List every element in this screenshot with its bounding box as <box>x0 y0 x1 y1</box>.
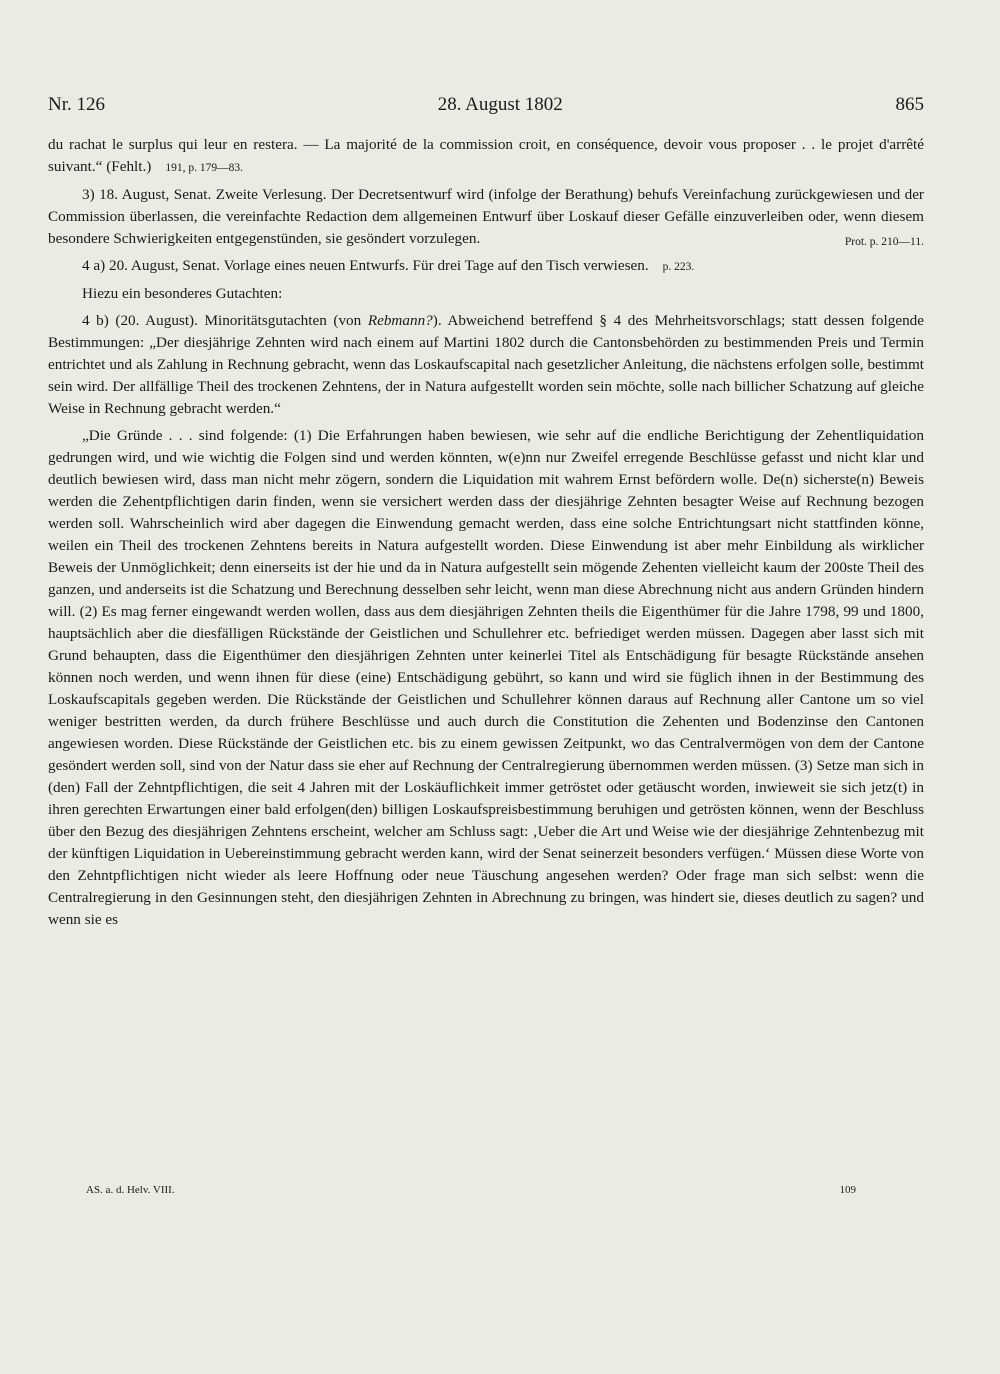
paragraph-text: „Die Gründe . . . sind folgende: (1) Die Erfahrungen haben bewiesen, wie sehr auf die endliche Berichtigung der Zehentliquidation gedrungen wird, und wie wichtig die Folgen sind und werden könnten, w(e)nn nur Zweifel erregende Beschlüsse gefasst und nicht klar und deutlich bewiesen wird, dass man nicht mehr zögern, sondern die Liquidation mit wahrem Ernst befördern wolle. De(n) sicherste(n) Beweis werden die Zehentpflichtigen darin finden, wenn sie versichert werden dass der diesjährige Zehnten besagter Weise auf Rechnung bezogen werden soll. Wahrscheinlich wird aber dagegen die Einwendung gemacht werden, dass eine solche Entrichtungsart nicht stattfinden könne, weilen ein Theil des trockenen Zehntens bereits in Natura aufgestellt worden. Diese Einwendung ist aber mehr Einbildung als wirklicher Beweis der Unmöglichkeit; denn einerseits ist der hie und da in Natura aufgestellt sein mögende Zehenten vielleicht kaum der 200ste Theil des ganzen, und anderseits ist die Schatzung und Berechnung desselben sehr leicht, wenn man diese Abrechnung nicht aus andern Gründen hindern will. (2) Es mag ferner eingewandt werden wollen, dass aus dem diesjährigen Zehnten theils die Eigenthümer für die Jahre 1798, 99 und 1800, hauptsächlich aber die diesfälligen Rückstände der Geistlichen und Schullehrer etc. befriediget werden müssen. Dagegen aber lasst sich mit Grund behaupten, dass die Eigenthümer den diesjährigen Zehnten unter keinerlei Titel als Entschädigung für besagte Rückstände ansehen können noch werden, und wenn ihnen für diese (eine) Entschädigung gebührt, so kann und wird sie füglich ihnen in der Bestimmung des Loskaufscapitals gegeben werden. Die Rückstände der Geistlichen und Schullehrer können daraus auf Rechnung aller Cantone um so viel weniger bestritten werden, da durch frühere Beschlüsse und auch durch die Constitution die Zehenten und Bodenzinse den Cantonen angewiesen worden. Diese Rückstände der Geistlichen etc. bis zu einem gewissen Zeitpunkt, wo das Centralvermögen von dem der Cantone gesöndert werden soll, sind von der Natur dass sie eher auf Rechnung der Centralregierung übernommen werden müssen. (3) Setze man sich in (den) Fall der Zehntpflichtigen, die seit 4 Jahren mit der Loskäuflichkeit immer getröstet oder getäuscht worden, inwieweit sie sich jetz(t) in ihren gerechten Erwartungen einer bald erfolgen(den) billigen Loskaufspreisbestimmung beruhigen und getrösten können, wenn der Beschluss über den Bezug des diesjährigen Zehntens erscheint, welcher am Schluss sagt: ‚Ueber die Art und Weise wie der diesjährige Zehntenbezug mit der künftigen Liquidation in Uebereinstimmung gebracht werden kann, wird der Senat seinerzeit besonders verfügen.‘ Müssen diese Worte von den Zehntpflichtigen nicht wieder als leere Hoffnung oder neue Täuschung angesehen werden? Oder frage man sich selbst: wenn die Centralregierung in den Gesinnungen steht, den diesjährigen Zehnten in Abrechnung zu bringen, was hindert sie, dieses deutlich zu sagen? und wenn sie es <box>48 427 924 928</box>
paragraph-new-draft <box>48 255 924 278</box>
header-date: 28. August 1802 <box>437 94 563 115</box>
paragraph-reasons <box>48 425 924 931</box>
paragraph-text: 4 b) (20. August). Minoritätsgutachten (von <box>82 312 368 329</box>
body-text <box>48 134 924 931</box>
paragraph-text: du rachat le surplus qui leur en restera. — La majorité de la commission croit, en conséquence, devoir vous proposer . . le projet d'arrêté suivant.“ (Fehlt.) <box>48 136 924 175</box>
paragraph-text: ). Abweichend betreffend § 4 des Mehrheitsvorschlags; statt dessen folgende Bestimmungen: „Der diesjährige Zehnten wird nach einem auf Martini 1802 durch die Cantonsbehörden zu bestimmenden Preis und Termin entrichtet und als Zahlung in Rechnung gebracht, wenn das Loskaufscapital nach gesetzlicher Anleitung, die nächstens erfolgen solle, bestimmt sein wird. Der allfällige Theil des trockenen Zehntens, der in Natura aufgestellt worden sein möchte, solle nach billicher Schatzung auf gleiche Weise in Rechnung gebracht werden.“ <box>48 312 924 417</box>
paragraph-text: Hiezu ein besonderes Gutachten: <box>82 285 283 302</box>
reference-note: Prot. p. 210—11. <box>844 236 924 248</box>
document-number: Nr. 126 <box>48 94 105 115</box>
paragraph-continuation <box>48 134 924 179</box>
page-footer <box>86 1184 856 1196</box>
footer-signature: 109 <box>839 1184 856 1196</box>
paragraph-text: 4 a) 20. August, Senat. Vorlage eines neuen Entwurfs. Für drei Tage auf den Tisch verwiesen. <box>82 257 649 274</box>
author-name: Rebmann? <box>367 312 433 329</box>
page-number: 865 <box>895 94 924 115</box>
reference-note: p. 223. <box>662 261 695 273</box>
paragraph-minority-opinion <box>48 310 924 420</box>
page-header <box>48 94 924 116</box>
paragraph-text: 3) 18. August, Senat. Zweite Verlesung. Der Decretsentwurf wird (infolge der Berathung) behufs Vereinfachung zurückgewiesen und der Commission überlassen, die vereinfachte Redaction dem allgemeinen Entwurf über Loskauf dieser Gefälle einzuverleiben oder, wenn diesem besondere Schwierigkeiten entgegenstünden, sie gesöndert vorzulegen. <box>48 186 924 247</box>
footer-source: AS. a. d. Helv. VIII. <box>86 1184 175 1196</box>
reference-note: 191, p. 179—83. <box>165 162 243 174</box>
paragraph-special-opinion <box>48 283 924 305</box>
paragraph-second-reading <box>48 184 924 250</box>
